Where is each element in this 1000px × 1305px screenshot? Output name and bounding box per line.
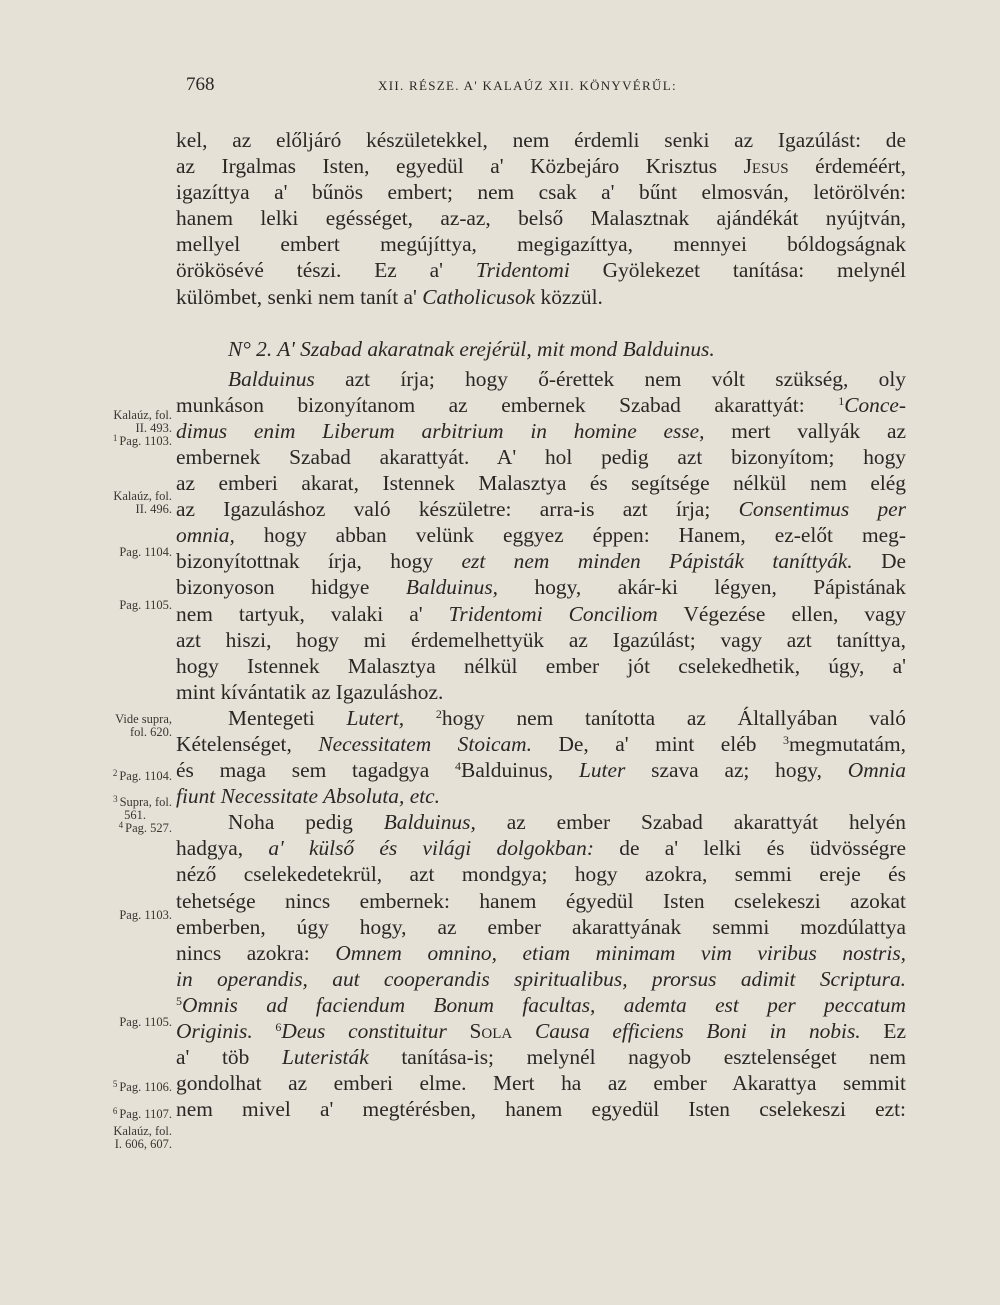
text-line: örökösévé tészi. Ez a' Tridentomi Gyölekezet tanítása: melynél: [176, 258, 906, 283]
text-line: néző cselekedetekrül, azt mondgya; hogy azokra, semmi ereje és: [176, 862, 906, 887]
margin-note: Pag. 1104.: [119, 545, 172, 559]
page-header: [186, 74, 906, 102]
text-line: omnia, hogy abban velünk eggyez éppen: Hanem, ez-előt meg-: [176, 523, 906, 548]
text-line: Balduinus azt írja; hogy ő-érettek nem vólt szükség, oly: [228, 366, 906, 391]
text-line: és maga sem tagadgya $^4$Balduinus, Luter szava az; hogy, Omnia: [176, 758, 906, 783]
text-line: igazíttya a' bűnös embert; nem csak a' bűnt elmosván, letörölvén:: [176, 180, 906, 205]
text-line: emberben, úgy hogy, az ember akarattyának semmi mozdúlattya: [176, 914, 906, 939]
text-line: nem mivel a' megtérésben, hanem egyedül Isten cselekeszi ezt:: [176, 1097, 906, 1122]
margin-note: $^1$ Pag. 1103.: [112, 433, 172, 448]
margin-note: Kalaúz, fol. I. 606, 607.: [113, 1124, 172, 1151]
text-line: embernek Szabad akarattyát. A' hol pedig azt bizonyítom; hogy: [176, 444, 906, 469]
text-line: külömbet, senki nem tanít a' Catholicusok közzül.: [176, 284, 603, 309]
text-line: kel, az előljáró készületekkel, nem érdemli senki az Igazúlást: de: [176, 128, 906, 152]
section-heading: N° 2. A' Szabad akaratnak erejérül, mit mond Balduinus.: [228, 336, 715, 361]
text-line: az Irgalmas Isten, egyedül a' Közbejáro Krisztus Jesus érdeméért,: [176, 154, 906, 179]
text-line: Mentegeti Lutert, $^2$hogy nem tanította az Általlyában való: [228, 705, 906, 730]
margin-note: Pag. 1105.: [119, 1015, 172, 1029]
margin-note: $^2$ Pag. 1104.: [112, 768, 172, 783]
text-line: dimus enim Liberum arbitrium in homine esse, mert vallyák az: [176, 418, 907, 443]
margin-note: Kalaúz, fol. II. 493.: [113, 408, 172, 435]
text-line: hogy Istennek Malasztya nélkül ember jót cselekedhetik, úgy, a': [176, 653, 906, 678]
text-line: Noha pedig Balduinus, az ember Szabad akarattyát helyén: [228, 810, 906, 835]
margin-note: Vide supra, fol. 620.: [115, 712, 172, 739]
running-head: XII. RÉSZE. A' KALAÚZ XII. KÖNYVÉRŰL:: [378, 78, 677, 93]
text-line: Kételenséget, Necessitatem Stoicam. De, a' mint eléb $^3$megmutatám,: [176, 731, 906, 756]
text-line: gondolhat az emberi elme. Mert ha az ember Akarattya semmit: [176, 1071, 906, 1096]
margin-note: $^5$ Pag. 1106.: [112, 1079, 172, 1094]
margin-note: Kalaúz, fol. II. 496.: [113, 489, 172, 516]
margin-note: $^3$ Supra, fol. 561.: [113, 794, 172, 822]
text-line: munkáson bizonyítanom az embernek Szabad akarattyát: $^1$Conce-: [176, 392, 906, 417]
text-line: nem tartyuk, valaki a' Tridentomi Conciliom Végezése ellen, vagy: [176, 601, 907, 626]
text-line: hanem lelki egésséget, az-az, belső Malasztnak ajándékát nyújtván,: [176, 206, 906, 231]
margin-note: Pag. 1103.: [119, 908, 172, 922]
text-line: tehetsége nincs embernek: hanem égyedül Isten cselekeszi azokat: [176, 888, 906, 913]
text-line: bizonyítottnak írja, hogy ezt nem minden Pápisták taníttyák. De: [176, 549, 907, 574]
margin-note: $^4$ Pag. 527.: [118, 820, 172, 835]
text-line: bizonyoson hidgye Balduinus, hogy, akár-ki légyen, Pápistának: [176, 575, 906, 600]
text-line: mint kívántatik az Igazuláshoz.: [176, 679, 444, 704]
text-line: in operandis, aut cooperandis spiritualibus, prorsus adimit Scriptura.: [176, 966, 906, 991]
text-line: az emberi akarat, Istennek Malasztya és segítsége nélkül nem elég: [176, 471, 906, 496]
margin-note: $^6$ Pag. 1107.: [112, 1106, 172, 1121]
text-line: Originis. $^6$Deus constituitur Sola Causa efficiens Boni in nobis. Ez: [176, 1019, 906, 1043]
text-line: az Igazuláshoz való készületre: arra-is azt írja; Consentimus per: [176, 497, 906, 522]
page-number: 768: [186, 74, 215, 95]
main-text: [176, 127, 906, 1122]
margin-note: Pag. 1105.: [119, 598, 172, 612]
text-line: a' töb Luteristák tanítása-is; melynél nagyob esztelenséget nem: [176, 1045, 906, 1070]
text-line: mellyel embert megújíttya, megigazíttya, mennyei bóldogságnak: [176, 232, 906, 257]
text-line: hadgya, a' külső és világi dolgokban: de a' lelki és üdvösségre: [176, 836, 906, 861]
text-line: fiunt Necessitate Absoluta, etc.: [176, 784, 440, 809]
text-line: $^5$Omnis ad faciendum Bonum facultas, ademta est per peccatum: [176, 992, 906, 1017]
text-line: azt hiszi, hogy mi érdemelhettyük az Igazúlást; vagy azt taníttya,: [176, 627, 906, 652]
text-line: nincs azokra: Omnem omnino, etiam minimam vim viribus nostris,: [176, 940, 906, 965]
